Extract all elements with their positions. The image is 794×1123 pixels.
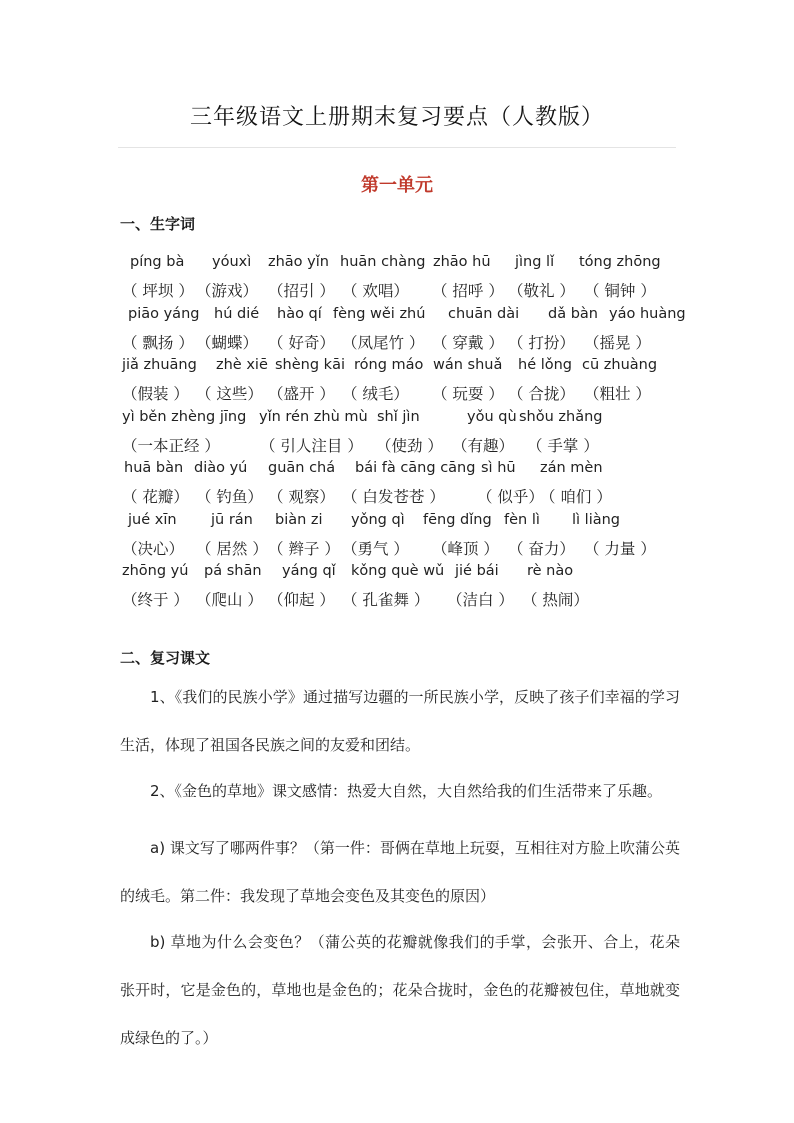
pinyin-item: sì hū — [481, 460, 516, 476]
pinyin-item: fèng wěi zhú — [333, 305, 426, 322]
title-divider — [118, 147, 676, 148]
pinyin-item: zán mèn — [540, 460, 603, 476]
word-item: （ 铜钟 ） — [584, 282, 656, 300]
pinyin-item: jìng lǐ — [515, 254, 555, 270]
vocab-row — [122, 305, 686, 358]
pinyin-item: zhè xiē — [216, 357, 268, 373]
pinyin-item: pá shān — [204, 563, 262, 579]
word-item: （ 绒毛） — [342, 385, 409, 403]
pinyin-item: tóng zhōng — [579, 254, 661, 270]
pinyin-item: shǒu zhǎng — [519, 408, 603, 425]
word-item: （ 玩耍 ） — [432, 385, 504, 403]
pinyin-item: zhāo hū — [433, 254, 491, 270]
pinyin-item: guān chá — [268, 460, 336, 476]
word-item: （爬山 ） — [196, 591, 263, 609]
word-item: （盛开 ） — [268, 385, 335, 403]
paragraph — [120, 673, 680, 769]
pinyin-item: yǒu qù — [467, 408, 517, 425]
pinyin-item: hú dié — [214, 305, 260, 322]
pinyin-item: shǐ jìn — [377, 408, 420, 425]
word-item: （使劲 ） — [376, 436, 443, 455]
paragraph-text: 2、《金色的草地》课文感情：热爱大自然，大自然给我的们生活带来了乐趣。 — [150, 782, 663, 800]
pinyin-item: píng bà — [130, 254, 185, 270]
vocab-row — [122, 512, 682, 564]
word-item: （ 居然 ） — [196, 539, 268, 558]
word-item: （ 飘扬 ） — [122, 333, 194, 352]
word-item: （ 合拢） — [508, 385, 575, 403]
word-item: （ 孔雀舞 ） — [342, 591, 430, 609]
paragraph-text: 1、《我们的民族小学》通过描写边疆的一所民族小学，反映了孩子们幸福的学习生活，体现了祖国各民族之间的友爱和团结。 — [120, 688, 680, 754]
vocab-row — [122, 357, 682, 409]
word-item: （凤尾竹 ） — [342, 333, 425, 352]
document-title: 三年级语文上册期末复习要点（人教版） — [189, 105, 604, 130]
word-item: （ 穿戴 ） — [432, 333, 504, 352]
pinyin-item: yóuxì — [212, 254, 252, 270]
section-heading-vocabulary: 一、生字词 — [120, 215, 196, 233]
word-item: （有趣） — [452, 436, 515, 455]
pinyin-item: wán shuǎ — [433, 357, 503, 373]
word-item: （ 似乎） — [477, 488, 544, 506]
section-heading-review: 二、复习课文 — [120, 649, 211, 667]
word-item: （ 手掌 ） — [527, 436, 599, 455]
pinyin-item: jiǎ zhuāng — [122, 357, 197, 373]
pinyin-item: zhāo yǐn — [268, 254, 329, 270]
pinyin-item: huān chàng — [340, 254, 426, 270]
word-item: （ 欢唱） — [342, 282, 409, 300]
pinyin-item: shèng kāi — [275, 357, 345, 373]
word-item: （ 钓鱼） — [196, 488, 263, 506]
pinyin-item: cū zhuàng — [582, 357, 658, 373]
pinyin-item: kǒng què wǔ — [351, 563, 445, 579]
pinyin-item: biàn zi — [275, 511, 323, 528]
pinyin-item: rè nào — [527, 563, 574, 579]
word-item: （招引 ） — [268, 282, 335, 300]
paragraph-text: b) 草地为什么会变色？（蒲公英的花瓣就像我们的手掌，会张开、合上，花朵张开时，它是金色的，草地也是金色的；花朵合拢时，金色的花瓣被包住，草地就变成绿色的了。） — [120, 933, 680, 1047]
word-item: （ 好奇） — [268, 333, 335, 352]
word-item: （假装 ） — [122, 385, 189, 403]
vocabulary-list — [122, 254, 686, 615]
word-item: （敬礼 ） — [508, 282, 575, 300]
word-item: （粗壮 ） — [584, 385, 651, 403]
unit-title: 第一单元 — [361, 175, 433, 196]
pinyin-item: fèn lì — [504, 511, 540, 528]
word-item: （ 辫子 ） — [268, 539, 340, 558]
pinyin-item: zhōng yú — [122, 563, 189, 579]
word-item: （ 热闹） — [522, 591, 589, 609]
word-item: （ 招呼 ） — [432, 282, 504, 300]
pinyin-item: piāo yáng — [128, 305, 200, 322]
pinyin-item: diào yú — [194, 460, 248, 476]
pinyin-item: bái fà cāng cāng — [355, 460, 476, 476]
word-item: （ 坪坝 ） — [122, 282, 194, 300]
word-item: （ 这些） — [196, 385, 263, 403]
pinyin-item: hé lǒng — [518, 357, 573, 373]
pinyin-item: huā bàn — [124, 460, 184, 476]
pinyin-item: yǒng qì — [351, 511, 405, 528]
pinyin-item: yáng qǐ — [282, 563, 336, 579]
word-item: （摇晃 ） — [584, 333, 651, 352]
vocab-row — [122, 409, 682, 461]
pinyin-item: róng máo — [354, 357, 424, 373]
word-item: （ 白发苍苍 ） — [342, 488, 445, 506]
word-item: （游戏） — [196, 282, 259, 300]
word-item: （洁白 ） — [447, 591, 514, 609]
word-item: （ 引人注目 ） — [260, 436, 363, 455]
pinyin-item: yì běn zhèng jīng — [122, 408, 247, 425]
pinyin-item: jū rán — [211, 511, 253, 528]
paragraph — [120, 767, 680, 815]
word-item: （终于 ） — [122, 591, 189, 609]
vocab-row — [122, 460, 682, 512]
word-item: （ 咱们 ） — [540, 488, 612, 506]
vocab-row — [122, 563, 682, 615]
word-item: （ 打扮） — [508, 333, 575, 352]
word-item: （峰顶 ） — [432, 539, 499, 558]
paragraph-text: a) 课文写了哪两件事？（第一件：哥俩在草地上玩耍，互相往对方脸上吹蒲公英的绒毛。第二件：我发现了草地会变色及其变色的原因） — [120, 839, 680, 905]
word-item: （勇气 ） — [342, 539, 409, 558]
word-item: （仰起 ） — [268, 591, 335, 609]
word-item: （决心） — [122, 539, 185, 558]
paragraph — [120, 918, 680, 1062]
word-item: （ 力量 ） — [584, 539, 656, 558]
word-item: （ 奋力） — [508, 539, 575, 558]
pinyin-item: jié bái — [455, 563, 499, 579]
pinyin-item: lì liàng — [572, 511, 621, 528]
word-item: （ 花瓣） — [122, 488, 189, 506]
pinyin-item: hào qí — [277, 305, 322, 322]
word-item: （蝴蝶） — [196, 333, 259, 352]
pinyin-item: jué xīn — [128, 511, 177, 528]
pinyin-item: fēng dǐng — [423, 511, 492, 528]
vocab-row — [122, 254, 682, 306]
word-item: （一本正经 ） — [122, 436, 220, 455]
pinyin-item: yáo huàng — [609, 305, 686, 322]
pinyin-item: yǐn rén zhù mù — [259, 408, 368, 425]
word-item: （ 观察） — [268, 488, 335, 506]
pinyin-item: chuān dài — [448, 305, 520, 322]
pinyin-item: dǎ bàn — [548, 305, 598, 322]
paragraph — [120, 824, 680, 920]
